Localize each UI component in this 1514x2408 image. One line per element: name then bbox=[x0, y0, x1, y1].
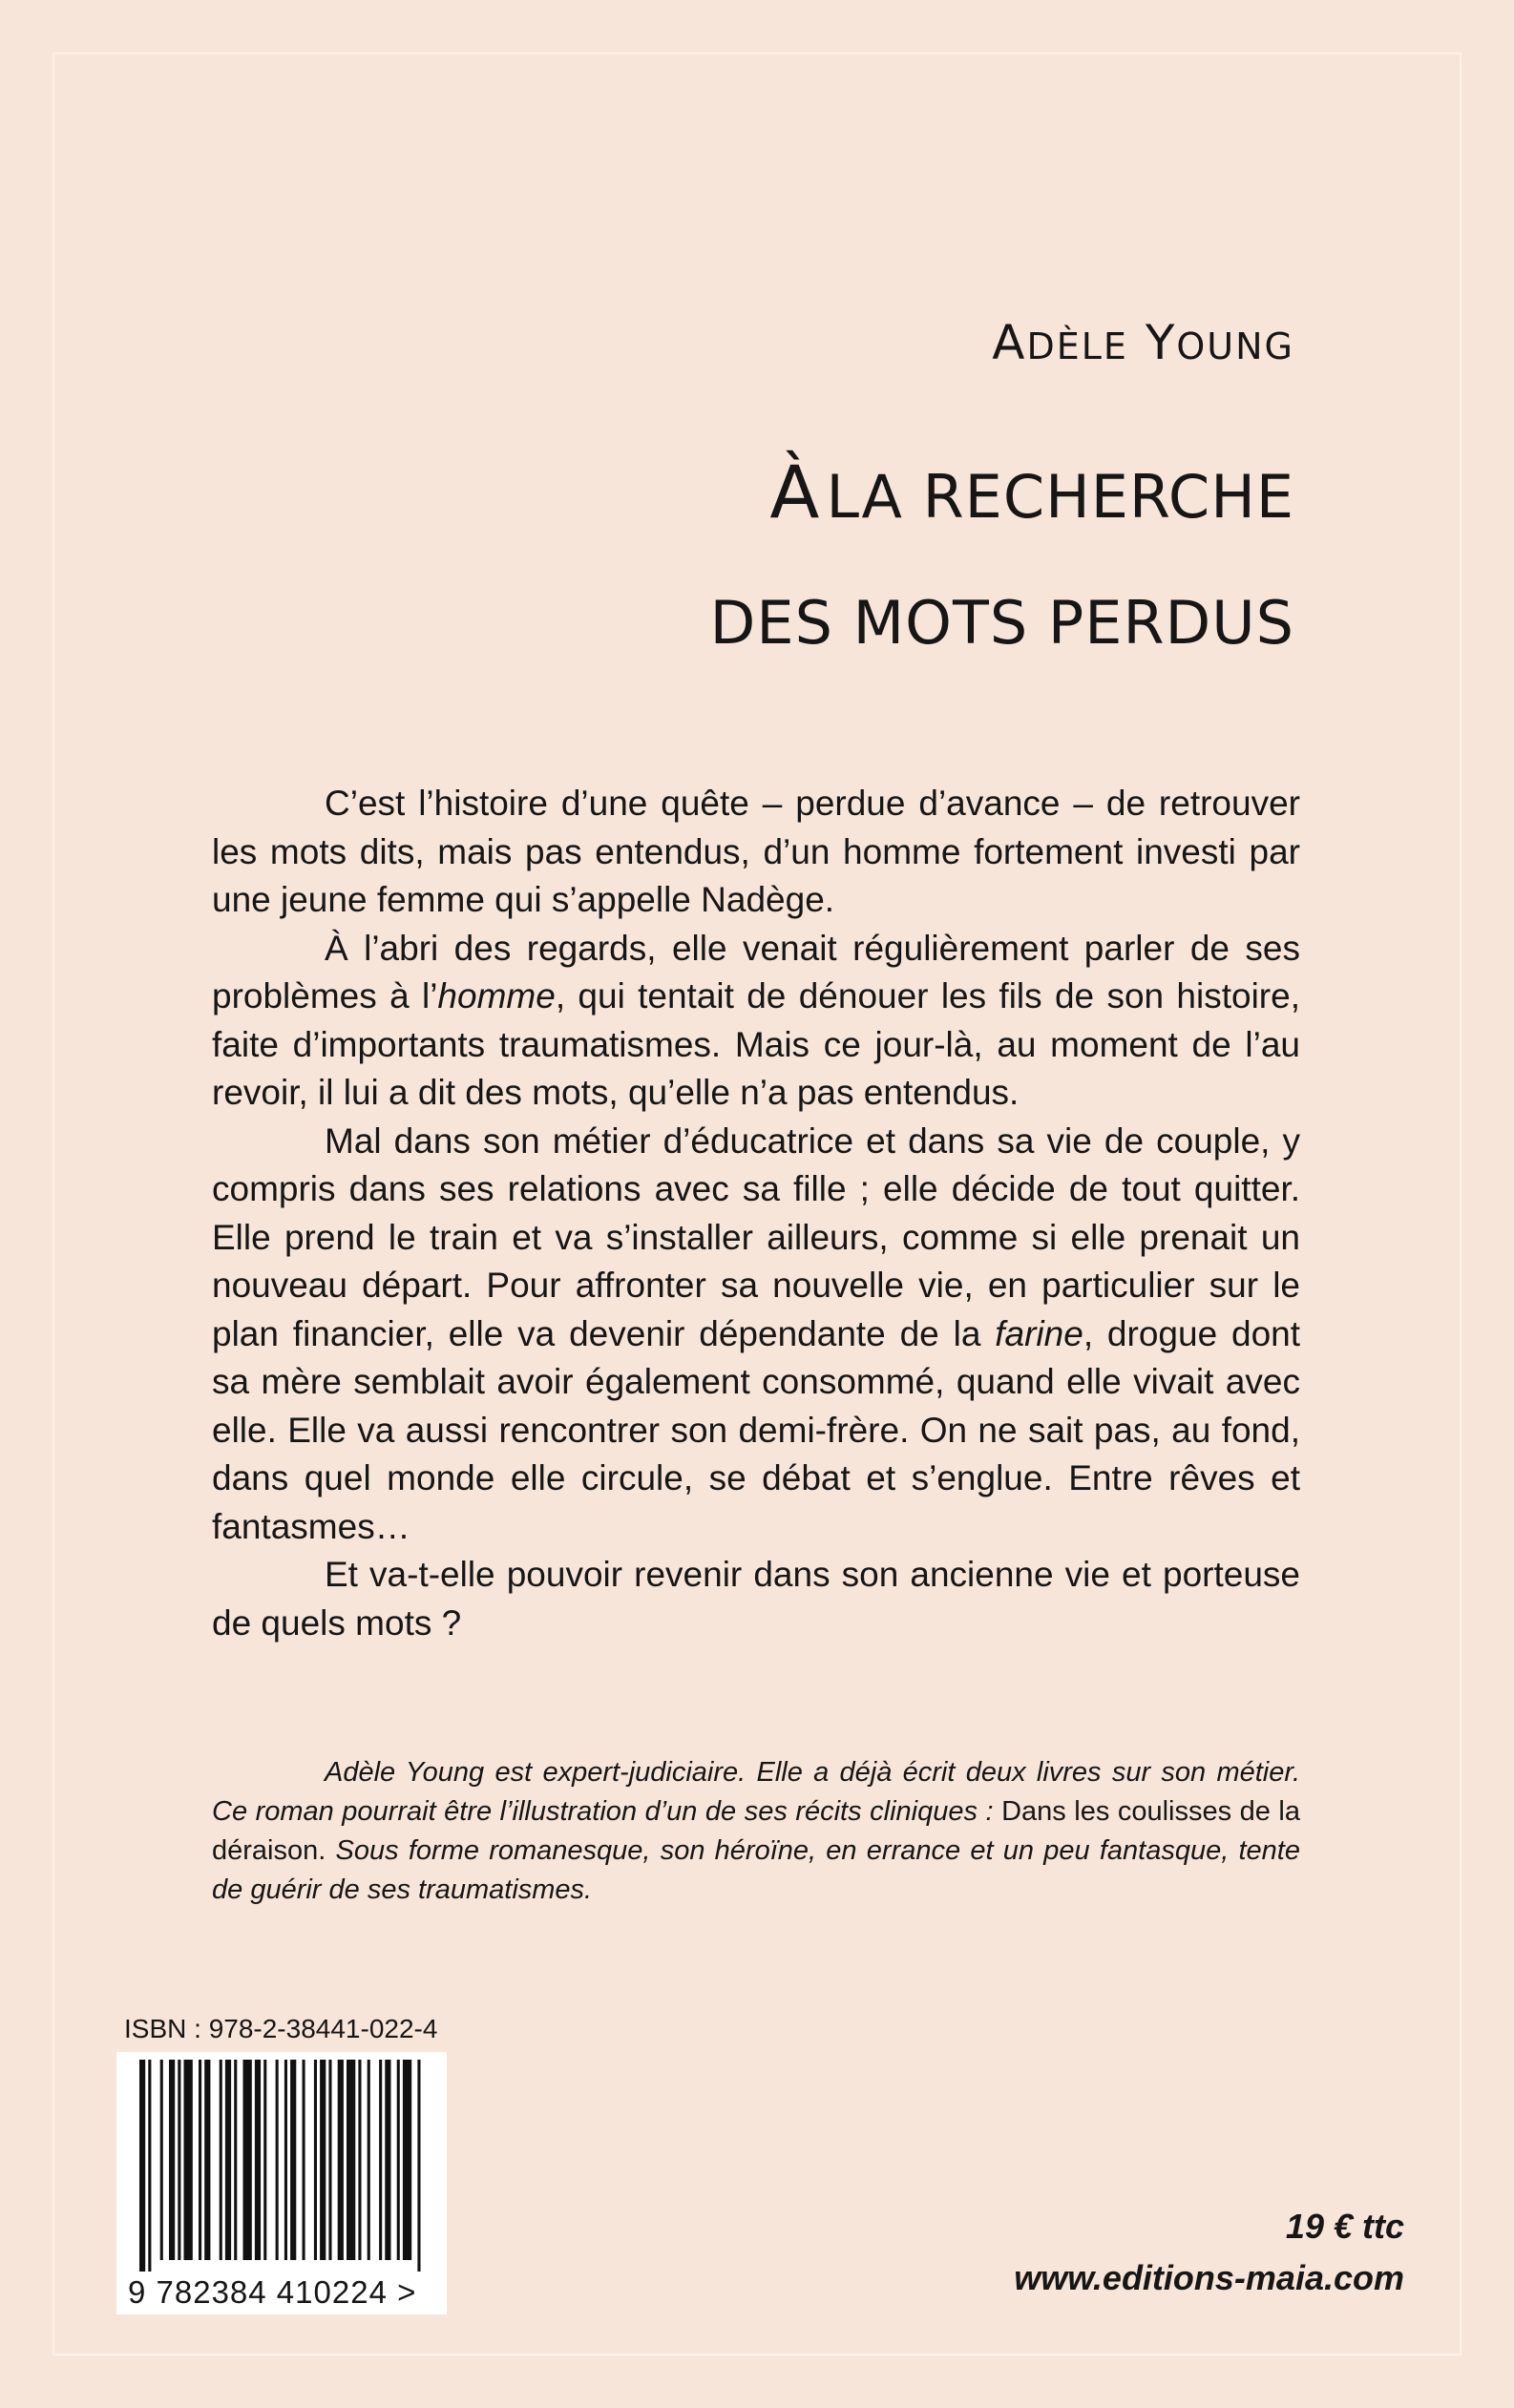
blurb-paragraph-3 bbox=[212, 1118, 1300, 1552]
blurb-p2-text-b: , qui tentait de dénouer les fils de son histoire, faite d’importants traumatismes. Mais ce jour-là, au moment de l’au revoir, il lui a dit des mots, qu’elle n’a pas entendus. bbox=[212, 976, 1300, 1112]
title-line-1-rest: LA RECHERCHE bbox=[826, 462, 1294, 532]
bio-book-title: Dans les coulisses de la déraison. bbox=[212, 1796, 1300, 1866]
blurb-paragraph-4: Et va-t-elle pouvoir revenir dans son ancienne vie et porteuse de quels mots ? bbox=[212, 1555, 1300, 1643]
blurb-p3-emphasis: farine bbox=[995, 1313, 1083, 1353]
author-name bbox=[992, 315, 1294, 370]
author-bio bbox=[212, 1753, 1300, 1910]
blurb-paragraph-1: C’est l’histoire d’une quête – perdue d’avance – de retrouver les mots dits, mais pas entendus, d’un homme fortement investi par une jeune femme qui s’appelle Nadège. bbox=[212, 784, 1300, 919]
blurb-p2-text-a: À l’abri des regards, elle venait régulièrement parler de ses problèmes à l’ bbox=[212, 928, 1300, 1016]
author-bio-paragraph bbox=[212, 1753, 1300, 1910]
blurb-paragraph-2 bbox=[212, 925, 1300, 1118]
blurb-p2-emphasis: homme bbox=[437, 976, 556, 1016]
author-first-rest: DÈLE bbox=[1026, 325, 1128, 367]
barcode bbox=[116, 2052, 447, 2314]
author-last-rest: OUNG bbox=[1176, 325, 1294, 367]
publisher-website[interactable]: www.editions-maia.com bbox=[1014, 2258, 1404, 2297]
title-line-2: DES MOTS PERDUS bbox=[709, 588, 1294, 658]
author-last-initial: Y bbox=[1145, 315, 1177, 370]
book-title bbox=[710, 437, 1294, 679]
isbn-label: ISBN : 978-2-38441-022-4 bbox=[124, 2014, 438, 2043]
blurb-p3-text-b: , drogue dont sa mère semblait avoir également consommé, quand elle vivait avec elle. Elle va aussi rencontrer son demi-frère. On ne sait pas, au fond, dans quel monde elle circule, se débat et s’englue. Entre rêves et fantasmes… bbox=[212, 1313, 1300, 1546]
bio-text-b: Sous forme romanesque, son héroïne, en errance et un peu fantasque, tente de guérir de ses traumatismes. bbox=[212, 1835, 1300, 1905]
bio-text-a: Adèle Young est expert-judiciaire. Elle a déjà écrit deux livres sur son métier. Ce roman pourrait être l’illustration d’un de ses récits cliniques : bbox=[212, 1757, 1300, 1827]
title-initial: À bbox=[769, 450, 821, 534]
price: 19 € ttc bbox=[1285, 2207, 1404, 2246]
blurb bbox=[212, 780, 1300, 1647]
author-first-initial: A bbox=[992, 315, 1027, 370]
barcode-digits: 9 782384 410224 > bbox=[128, 2274, 417, 2310]
blurb-p3-text-a: Mal dans son métier d’éducatrice et dans sa vie de couple, y compris dans ses relations avec sa fille ; elle décide de tout quitter. Elle prend le train et va s’installer ailleurs, comme si elle prenait un nouveau départ. Pour affronter sa nouvelle vie, en particulier sur le plan financier, elle va devenir dépendante de la bbox=[212, 1120, 1300, 1353]
title-line-1 bbox=[710, 437, 1294, 568]
